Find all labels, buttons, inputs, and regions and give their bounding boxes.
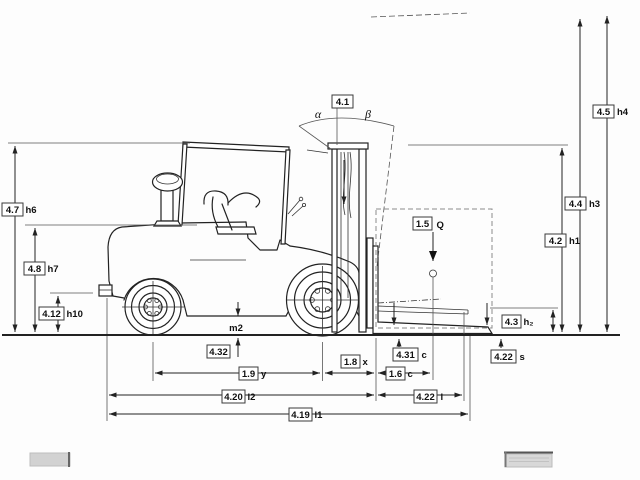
mast-hose: [349, 152, 351, 218]
fork-raised-position: [378, 311, 468, 314]
dim-label-h2: [502, 315, 534, 328]
svg-text:4.4: 4.4: [568, 199, 583, 210]
tilt-ref: 4.1: [335, 97, 350, 108]
svg-text:4.8: 4.8: [27, 264, 42, 275]
max-lift-height-line: [371, 13, 470, 17]
svg-text:4.12: 4.12: [42, 309, 61, 320]
svg-text:h₂: h₂: [523, 317, 534, 328]
svg-text:l: l: [440, 392, 444, 403]
dim-label-tilt: [315, 95, 371, 121]
svg-text:h7: h7: [47, 264, 59, 275]
extension-lines: [5, 13, 568, 421]
dim-label-load-center: [386, 367, 413, 380]
dim-label-l: [414, 390, 443, 403]
gray-artifact-left: [30, 452, 70, 467]
svg-text:c: c: [407, 369, 413, 380]
svg-text:4.7: 4.7: [5, 205, 20, 216]
svg-text:l1: l1: [314, 410, 323, 421]
dim-label-s: [491, 350, 525, 363]
tilted-mast-line: [377, 126, 394, 266]
dim-label-l2: [222, 390, 255, 403]
svg-text:1.8: 1.8: [343, 357, 358, 368]
svg-text:h6: h6: [25, 205, 37, 216]
dimension-lines: [15, 16, 607, 414]
dim-label-y: [239, 367, 267, 380]
mast-tilt-construction: [299, 106, 394, 266]
steering-wheel: [204, 191, 232, 230]
svg-text:s: s: [519, 352, 525, 363]
beta-label: β: [365, 107, 371, 121]
dim-label-l1: [289, 408, 323, 421]
m2-symbol: m2: [229, 323, 243, 334]
dimension-labels: [2, 95, 629, 421]
svg-text:x: x: [362, 357, 368, 368]
svg-text:4.22: 4.22: [494, 352, 513, 363]
svg-text:4.5: 4.5: [596, 107, 611, 118]
svg-text:h10: h10: [66, 309, 83, 320]
q-ref: 1.5: [415, 219, 430, 230]
gray-artifact-right: [504, 452, 553, 467]
svg-text:4.20: 4.20: [224, 392, 243, 403]
svg-text:h3: h3: [589, 199, 601, 210]
svg-text:4.32: 4.32: [209, 347, 228, 358]
svg-text:1.9: 1.9: [241, 369, 256, 380]
control-levers: [288, 197, 306, 216]
dim-label-h7: [24, 262, 59, 275]
svg-text:h1: h1: [569, 236, 581, 247]
load-center-of-gravity: [430, 270, 437, 277]
forklift-drawing: [99, 106, 492, 380]
tow-pin: [99, 285, 112, 296]
svg-text:y: y: [261, 369, 267, 380]
svg-text:4.3: 4.3: [504, 317, 519, 328]
dim-label-h10: [39, 307, 83, 320]
fork-raised-position: [378, 306, 468, 310]
svg-text:4.19: 4.19: [291, 410, 310, 421]
svg-text:4.31: 4.31: [396, 350, 415, 361]
dim-label-x: [341, 355, 369, 368]
fork-carriage: [367, 238, 492, 334]
dim-label-h3: [565, 197, 600, 210]
dim-label-m2: [207, 323, 243, 358]
svg-text:l2: l2: [247, 392, 256, 403]
dim-label-q: [413, 217, 444, 231]
dim-label-h6: [2, 203, 37, 216]
svg-text:h4: h4: [617, 107, 629, 118]
tilt-arc: [299, 118, 394, 126]
svg-text:4.2: 4.2: [548, 236, 563, 247]
svg-text:1.6: 1.6: [388, 369, 403, 380]
alpha-label: α: [314, 107, 322, 121]
q-symbol: Q: [436, 220, 444, 231]
fork-tilted-position: [378, 299, 441, 303]
dim-label-h4: [593, 105, 629, 118]
dim-label-fork-height: [393, 348, 427, 361]
svg-text:c: c: [421, 350, 427, 361]
svg-text:4.22: 4.22: [416, 392, 435, 403]
operator-seat: [212, 193, 259, 234]
dim-label-h1: [545, 234, 581, 247]
